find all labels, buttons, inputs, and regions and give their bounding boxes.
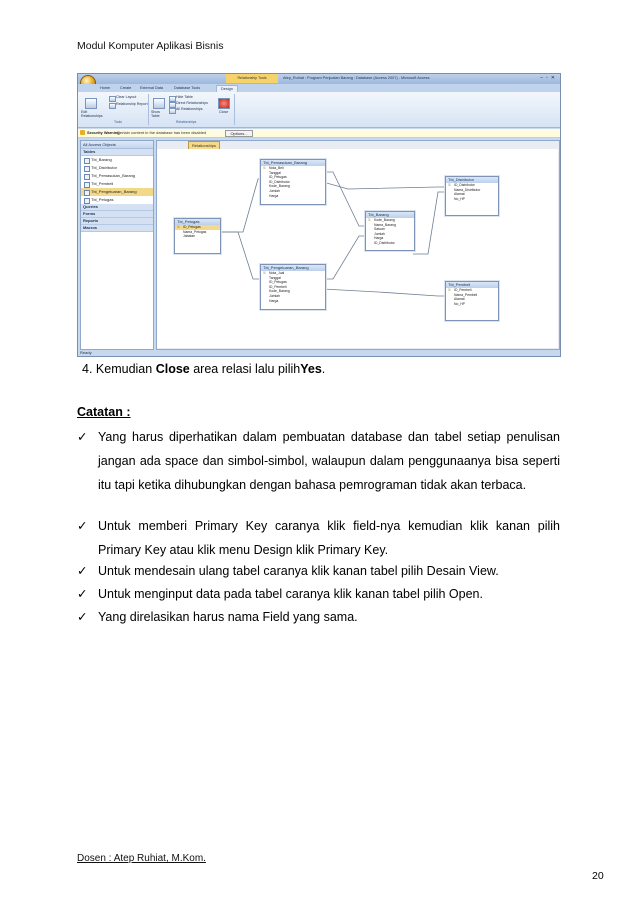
table-field[interactable]: ID_Distributor (269, 179, 290, 184)
table-field[interactable]: Satuan (374, 227, 385, 232)
step-text-pre: Kemudian (95, 362, 156, 376)
note-item (77, 582, 560, 606)
note-text: Untuk memberi Primary Key caranya klik field-nya kemudian klik kanan pilih Primary Key atau klik menu Design klik Primary Key. (98, 519, 560, 557)
relation-line (219, 179, 263, 232)
table-field[interactable]: Harga (269, 298, 279, 303)
tab-external-data[interactable]: External Data (140, 86, 164, 90)
table-field[interactable]: Tanggal (269, 170, 281, 175)
step-bold-yes: Yes (300, 362, 322, 376)
note-item (77, 514, 560, 562)
table-barang[interactable] (365, 211, 415, 251)
window-title: Atep_Ruhiat : Program Penjualan Barang : Database (Access 2007) - Microsoft Access (283, 76, 430, 80)
table-field[interactable]: No_HP (454, 301, 465, 306)
table-title[interactable]: Tbl_Pemasukan_Barang (261, 160, 325, 166)
nav-table-item[interactable]: Tbl_Barang (81, 156, 153, 164)
checkmark-icon: ✓ (77, 587, 88, 601)
page-number: 20 (592, 870, 604, 882)
table-pengeluaran-barang[interactable] (260, 264, 326, 310)
table-pemasukan-barang[interactable] (260, 159, 326, 205)
note-text: Yang direlasikan harus nama Field yang sama. (98, 610, 358, 624)
catatan-heading: Catatan : (77, 405, 131, 419)
note-text: Yang harus diperhatikan dalam pembuatan database dan tabel setiap penulisan jangan ada space dan simbol-simbol, walaupun dalam penggunaanya bisa seperti itu tapi ketika dihubungkan dengan bahasa pemrograman tidak akan terbaca. (98, 430, 560, 492)
table-field[interactable]: Jabatan (183, 234, 196, 239)
relation-line (323, 182, 445, 189)
tab-design[interactable]: Design (216, 85, 238, 93)
checkmark-icon: ✓ (77, 430, 88, 444)
relation-line (413, 192, 445, 254)
group-relationships-label: Relationships (176, 120, 197, 124)
options-button[interactable]: Options... (225, 130, 253, 137)
note-text: Untuk menginput data pada tabel caranya klik kanan tabel pilih Open. (98, 587, 483, 601)
relationship-report-button[interactable]: Relationship Report (116, 102, 148, 106)
step-text-post: . (321, 362, 326, 376)
table-field[interactable]: Jumlah (374, 231, 385, 236)
hide-table-button[interactable]: Hide Table (176, 95, 193, 99)
relationships-doc-tab[interactable]: Relationships (188, 141, 220, 149)
table-title[interactable]: Tbl_Petugas (175, 219, 220, 225)
nav-table-item[interactable]: Tbl_Pemasukan_Barang (81, 172, 153, 180)
table-title[interactable]: Tbl_Pembeli (446, 282, 498, 288)
nav-section-tables[interactable]: Tables (81, 149, 153, 156)
nav-section-macros[interactable]: Macros (81, 225, 153, 232)
tab-create[interactable]: Create (120, 86, 132, 90)
table-field[interactable]: Alamat (454, 192, 465, 197)
table-field[interactable]: No_HP (454, 196, 465, 201)
table-field[interactable]: ⚿ Nota_Beli (261, 166, 325, 171)
status-bar: Ready (78, 350, 561, 356)
table-field[interactable]: Tanggal (269, 275, 281, 280)
step-text-mid: area relasi lalu pilih (189, 362, 301, 376)
table-field[interactable]: Nama_Barang (374, 222, 396, 227)
table-field[interactable]: ⚿ ID_Pembeli (446, 288, 498, 293)
edit-relationships-button[interactable]: Edit Relationships (81, 110, 103, 118)
table-field[interactable]: Nama_Distributor (454, 187, 481, 192)
note-item (77, 605, 560, 629)
access-screenshot (77, 73, 561, 357)
table-field[interactable]: Jumlah (269, 188, 280, 193)
checkmark-icon: ✓ (77, 610, 88, 624)
step-bold-close: Close (155, 362, 190, 376)
table-field[interactable]: ⚿ Nota_Jual (261, 271, 325, 276)
table-field[interactable]: Harga (374, 236, 384, 241)
table-title[interactable]: Tbl_Pengeluaran_Barang (261, 265, 325, 271)
table-field[interactable]: Nama_Petugas (183, 229, 207, 234)
footer-lecturer: Dosen : Atep Ruhiat, M.Kom. (77, 853, 206, 864)
table-field[interactable]: Kode_Barang (269, 289, 290, 294)
table-petugas[interactable] (174, 218, 221, 254)
table-field[interactable]: ⚿ ID_Petugas (175, 225, 220, 230)
show-table-button[interactable]: Show Table (151, 110, 160, 118)
page-header: Modul Komputer Aplikasi Bisnis (77, 40, 224, 52)
clear-layout-button[interactable]: Clear Layout (116, 95, 137, 99)
step-4 (82, 362, 325, 376)
note-item (77, 425, 560, 497)
nav-table-item[interactable]: Tbl_Distributor (81, 164, 153, 172)
nav-table-item[interactable]: Tbl_Pembeli (81, 180, 153, 188)
nav-section-queries[interactable]: Queries (81, 204, 153, 211)
checkmark-icon: ✓ (77, 564, 88, 578)
table-field[interactable]: Kode_Barang (269, 184, 290, 189)
window-controls[interactable]: –▫✕ (540, 75, 558, 81)
table-field[interactable]: Harga (269, 193, 279, 198)
tab-database-tools[interactable]: Database Tools (174, 86, 201, 90)
table-field[interactable]: ID_Petugas (269, 280, 287, 285)
nav-title[interactable]: All Access Objects (81, 141, 153, 149)
relation-line (323, 289, 445, 296)
group-tools-label: Tools (114, 120, 122, 124)
all-relationships-button[interactable]: All Relationships (176, 107, 203, 111)
table-field[interactable]: Jumlah (269, 293, 280, 298)
table-field[interactable]: Alamat (454, 297, 465, 302)
nav-table-item[interactable]: Tbl_Petugas (81, 196, 153, 204)
table-field[interactable]: ⚿ Kode_Barang (366, 218, 414, 223)
close-button[interactable]: Close (219, 110, 229, 114)
table-field[interactable]: ⚿ ID_Distributor (446, 183, 498, 188)
nav-section-forms[interactable]: Forms (81, 211, 153, 218)
table-field[interactable]: ID_Pembeli (269, 284, 287, 289)
tab-home[interactable]: Home (100, 86, 111, 90)
table-title[interactable]: Tbl_Barang (366, 212, 414, 218)
security-warning-label: Security Warning (87, 130, 120, 135)
nav-table-item-selected[interactable]: Tbl_Pengeluaran_Barang (81, 188, 153, 196)
table-field[interactable]: Nama_Pembeli (454, 292, 478, 297)
note-item (77, 559, 560, 583)
table-field[interactable]: ID_Distributor (374, 240, 395, 245)
table-distributor[interactable] (445, 176, 499, 216)
security-warning-message: Certain content in the database has been disabled (117, 130, 207, 135)
nav-section-reports[interactable]: Reports (81, 218, 153, 225)
step-number: 4. (82, 362, 93, 376)
note-text: Untuk mendesain ulang tabel caranya klik kanan tabel pilih Desain View. (98, 564, 499, 578)
relation-line (323, 236, 365, 279)
contextual-tab: Relationship Tools (226, 74, 278, 83)
table-field[interactable]: ID_Petugas (269, 175, 287, 180)
checkmark-icon: ✓ (77, 519, 88, 533)
relation-line (323, 172, 365, 226)
relation-line (219, 232, 260, 279)
table-title[interactable]: Tbl_Distributor (446, 177, 498, 183)
table-pembeli[interactable] (445, 281, 499, 321)
direct-relationships-button[interactable]: Direct Relationships (176, 101, 208, 105)
